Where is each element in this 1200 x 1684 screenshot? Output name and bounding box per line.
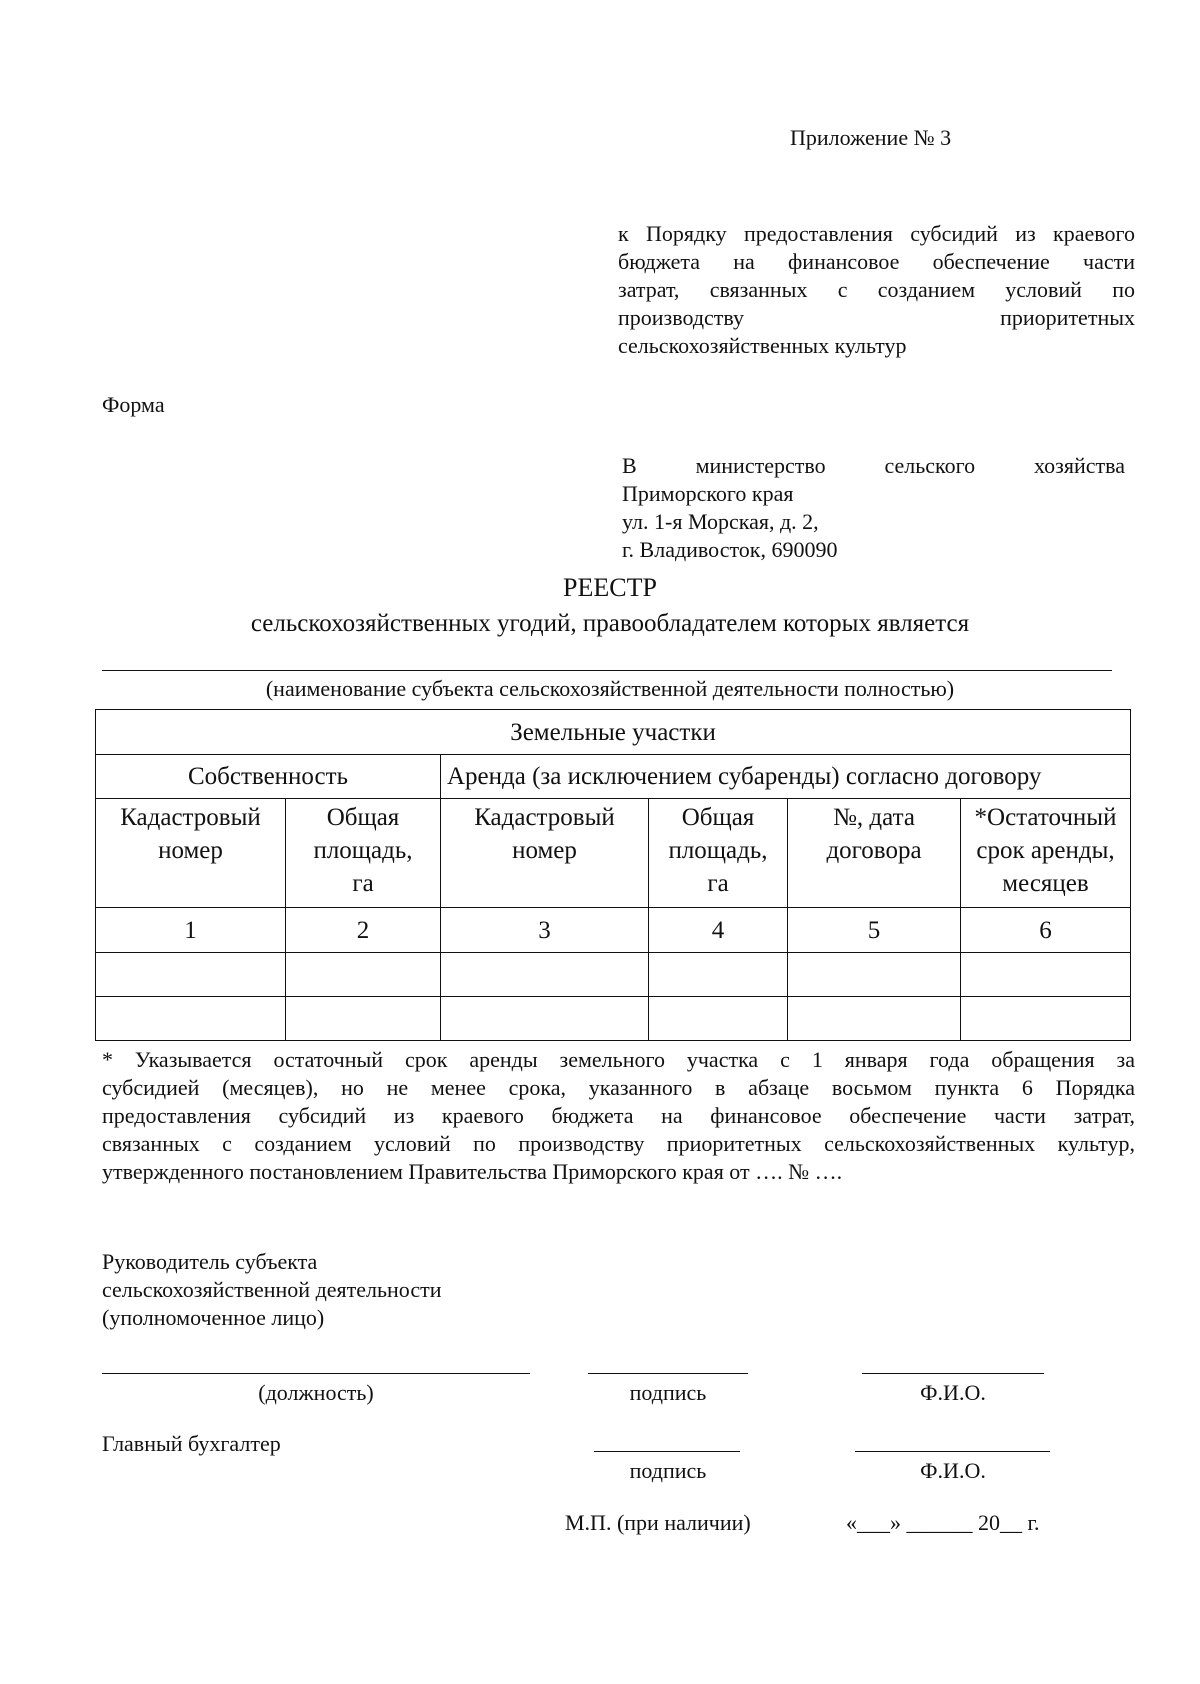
form-label: Форма bbox=[102, 392, 165, 417]
column-header-area-own bbox=[286, 799, 441, 908]
column-header-line: Кадастровый bbox=[120, 804, 261, 831]
column-header-line: договора bbox=[826, 837, 922, 864]
column-header-remaining-term bbox=[961, 799, 1131, 908]
document-title: РЕЕСТР bbox=[563, 573, 657, 602]
head-title-line: (уполномоченное лицо) bbox=[102, 1305, 325, 1330]
order-reference-line: производству приоритетных bbox=[618, 305, 1135, 330]
table-cell bbox=[286, 997, 441, 1041]
column-header-cadastral-lease bbox=[441, 799, 649, 908]
table-cell bbox=[96, 997, 286, 1041]
table-column-header-row bbox=[96, 799, 1131, 908]
addressee-line: ул. 1-я Морская, д. 2, bbox=[622, 509, 819, 534]
lease-header: Аренда (за исключением субаренды) согласно договору bbox=[441, 755, 1131, 799]
table-row bbox=[96, 953, 1131, 997]
column-header-line: площадь, bbox=[313, 837, 413, 864]
column-header-line: №, дата bbox=[833, 804, 915, 831]
table-cell bbox=[286, 953, 441, 997]
accountant-signature-line bbox=[594, 1451, 740, 1452]
table-cell bbox=[649, 997, 788, 1041]
table-row bbox=[96, 997, 1131, 1041]
order-reference-line: к Порядку предоставления субсидий из краевого bbox=[618, 221, 1135, 246]
chief-accountant-label: Главный бухгалтер bbox=[102, 1431, 281, 1456]
table-group-header-row bbox=[96, 710, 1131, 755]
table-cell bbox=[649, 953, 788, 997]
accountant-fio-caption: Ф.И.О. bbox=[920, 1458, 986, 1483]
order-reference-line: затрат, связанных с созданием условий по bbox=[618, 277, 1135, 302]
ownership-header: Собственность bbox=[96, 755, 441, 799]
head-title-line: Руководитель субъекта bbox=[102, 1249, 318, 1274]
table-cell bbox=[961, 997, 1131, 1041]
position-line bbox=[102, 1373, 530, 1374]
fio-line bbox=[862, 1373, 1044, 1374]
table-cell bbox=[96, 953, 286, 997]
footnote-line: субсидией (месяцев), но не менее срока, указанного в абзаце восьмом пункта 6 Порядка bbox=[102, 1075, 1135, 1100]
column-header-area-lease bbox=[649, 799, 788, 908]
fio-caption: Ф.И.О. bbox=[920, 1380, 986, 1405]
column-header-line: месяцев bbox=[1002, 870, 1089, 897]
column-header-cadastral-own bbox=[96, 799, 286, 908]
table-cell bbox=[441, 953, 649, 997]
table-cell bbox=[441, 997, 649, 1041]
date-field: «___» ______ 20__ г. bbox=[846, 1510, 1040, 1535]
footnote-line: * Указывается остаточный срок аренды земельного участка с 1 января года обращения за bbox=[102, 1047, 1135, 1072]
table-column-number-row bbox=[96, 908, 1131, 953]
column-header-line: га bbox=[707, 870, 729, 897]
footnote-line: утвержденного постановлением Правительства Приморского края от …. № …. bbox=[102, 1159, 843, 1184]
column-number: 5 bbox=[788, 908, 961, 953]
column-number: 1 bbox=[96, 908, 286, 953]
column-header-line: площадь, bbox=[668, 837, 768, 864]
owner-name-line bbox=[102, 670, 1112, 671]
column-number: 3 bbox=[441, 908, 649, 953]
column-header-contract bbox=[788, 799, 961, 908]
addressee-line: В министерство сельского хозяйства bbox=[622, 453, 1125, 478]
footnote-line: предоставления субсидий из краевого бюджета на финансовое обеспечение части затрат, bbox=[102, 1103, 1135, 1128]
land-plots-header: Земельные участки bbox=[96, 710, 1131, 755]
owner-name-caption: (наименование субъекта сельскохозяйственной деятельности полностью) bbox=[265, 676, 955, 701]
footnote-line: связанных с созданием условий по производству приоритетных сельскохозяйственных культур, bbox=[102, 1131, 1135, 1156]
order-reference-line: бюджета на финансовое обеспечение части bbox=[618, 249, 1135, 274]
position-caption: (должность) bbox=[258, 1380, 374, 1405]
head-title bbox=[102, 1248, 442, 1332]
table-cell bbox=[788, 953, 961, 997]
column-header-line: *Остаточный bbox=[974, 804, 1117, 831]
addressee-line: г. Владивосток, 690090 bbox=[622, 537, 838, 562]
table-cell bbox=[961, 953, 1131, 997]
column-header-line: номер bbox=[158, 837, 223, 864]
order-reference bbox=[618, 220, 1135, 360]
column-number: 2 bbox=[286, 908, 441, 953]
accountant-signature-caption: подпись bbox=[629, 1458, 707, 1483]
column-header-line: Общая bbox=[326, 804, 400, 831]
column-number: 4 bbox=[649, 908, 788, 953]
stamp-label: М.П. (при наличии) bbox=[565, 1510, 751, 1535]
footnote bbox=[102, 1046, 1135, 1186]
addressee-line: Приморского края bbox=[622, 481, 794, 506]
column-header-line: га bbox=[352, 870, 374, 897]
registry-table bbox=[95, 709, 1131, 1041]
column-header-line: Общая bbox=[681, 804, 755, 831]
column-number: 6 bbox=[961, 908, 1131, 953]
signature-caption: подпись bbox=[629, 1380, 707, 1405]
accountant-fio-line bbox=[855, 1451, 1050, 1452]
appendix-number: Приложение № 3 bbox=[790, 125, 952, 150]
column-header-line: срок аренды, bbox=[976, 837, 1115, 864]
head-title-line: сельскохозяйственной деятельности bbox=[102, 1277, 442, 1302]
column-header-line: номер bbox=[512, 837, 577, 864]
table-section-header-row bbox=[96, 755, 1131, 799]
document-subtitle: сельскохозяйственных угодий, правообладателем которых является bbox=[250, 610, 970, 637]
signature-line bbox=[588, 1373, 748, 1374]
table-cell bbox=[788, 997, 961, 1041]
order-reference-line: сельскохозяйственных культур bbox=[618, 333, 907, 358]
column-header-line: Кадастровый bbox=[474, 804, 615, 831]
addressee-block bbox=[622, 452, 1125, 564]
